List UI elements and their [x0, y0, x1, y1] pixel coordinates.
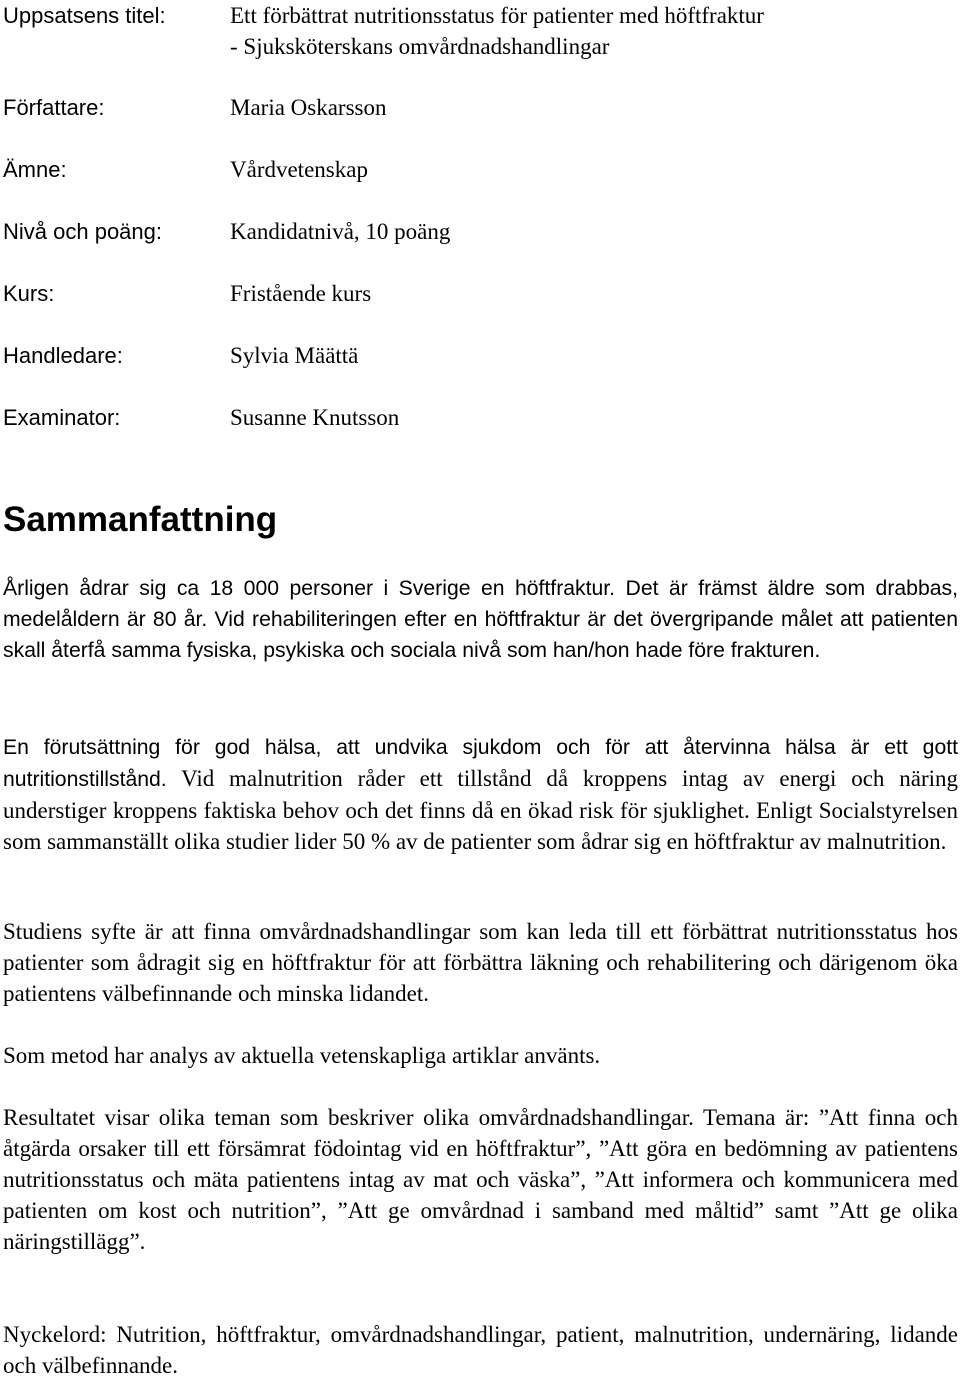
- meta-label: Handledare:: [3, 343, 123, 368]
- meta-value: Kandidatnivå, 10 poäng: [230, 219, 451, 244]
- meta-value: [230, 0, 950, 62]
- summary-paragraph-method: Som metod har analys av aktuella vetenskapliga artiklar använts.: [3, 1043, 601, 1068]
- paragraph-sans-part: En förutsättning för god hälsa, att undvika sjukdom och för att återvinna hälsa är ett gott nutritionstillstånd.: [3, 736, 958, 791]
- meta-value: Susanne Knutsson: [230, 405, 400, 430]
- meta-value: Vårdvetenskap: [230, 157, 368, 182]
- keywords: Nyckelord: Nutrition, höftfraktur, omvårdnadshandlingar, patient, malnutrition, undernäring, lidande och välbefinnande.: [3, 1322, 958, 1378]
- summary-paragraph-aim: Studiens syfte är att finna omvårdnadshandlingar som kan leda till ett förbättrat nutritionsstatus hos patienter som ådragit sig en höftfraktur för att förbättra läkning och rehabilitering och därigenom öka patientens välbefinnande och minska lidandet.: [3, 919, 958, 1006]
- paragraph-serif-part: Vid malnutrition råder ett tillstånd då kroppens intag av energi och näring understiger kroppens faktiska behov och det finns då en ökad risk för sjuklighet. Enligt Socialstyrelsen som sammanställt olika studier lider 50 % av de patienter som ådrar sig en höftfraktur av malnutrition.: [3, 766, 958, 854]
- meta-label: Kurs:: [3, 281, 55, 306]
- summary-paragraph-nutrition: [3, 731, 958, 857]
- thesis-title: Ett förbättrat nutritionsstatus för patienter med höftfraktur: [230, 3, 764, 28]
- meta-label: Nivå och poäng:: [3, 219, 162, 244]
- thesis-subtitle: - Sjuksköterskans omvårdnadshandlingar: [230, 34, 610, 59]
- summary-paragraph-results: Resultatet visar olika teman som beskriver olika omvårdnadshandlingar. Temana är: ”Att finna och åtgärda orsaker till ett försämrat födointag vid en höftfraktur”, ”Att göra en bedömning av patientens nutritionsstatus och mäta patientens intag av mat och väska”, ”Att informera och kommunicera med patienten om kost och nutrition”, ”Att ge omvårdnad i samband med måltid” samt ”Att ge olika näringstillägg”.: [3, 1105, 958, 1254]
- meta-value: Fristående kurs: [230, 281, 372, 306]
- meta-label: Ämne:: [3, 157, 67, 182]
- meta-label: Examinator:: [3, 405, 121, 430]
- summary-paragraph-background: Årligen ådrar sig ca 18 000 personer i Sverige en höftfraktur. Det är främst äldre som drabbas, medelåldern är 80 år. Vid rehabiliteringen efter en höftfraktur är det övergripande målet att patienten skall återfå samma fysiska, psykiska och sociala nivå som han/hon hade före frakturen.: [3, 577, 958, 662]
- meta-value: Sylvia Määttä: [230, 343, 359, 368]
- meta-value: Maria Oskarsson: [230, 95, 387, 120]
- meta-label: Uppsatsens titel:: [3, 3, 166, 28]
- meta-label: Författare:: [3, 95, 105, 120]
- summary-heading: Sammanfattning: [3, 500, 278, 539]
